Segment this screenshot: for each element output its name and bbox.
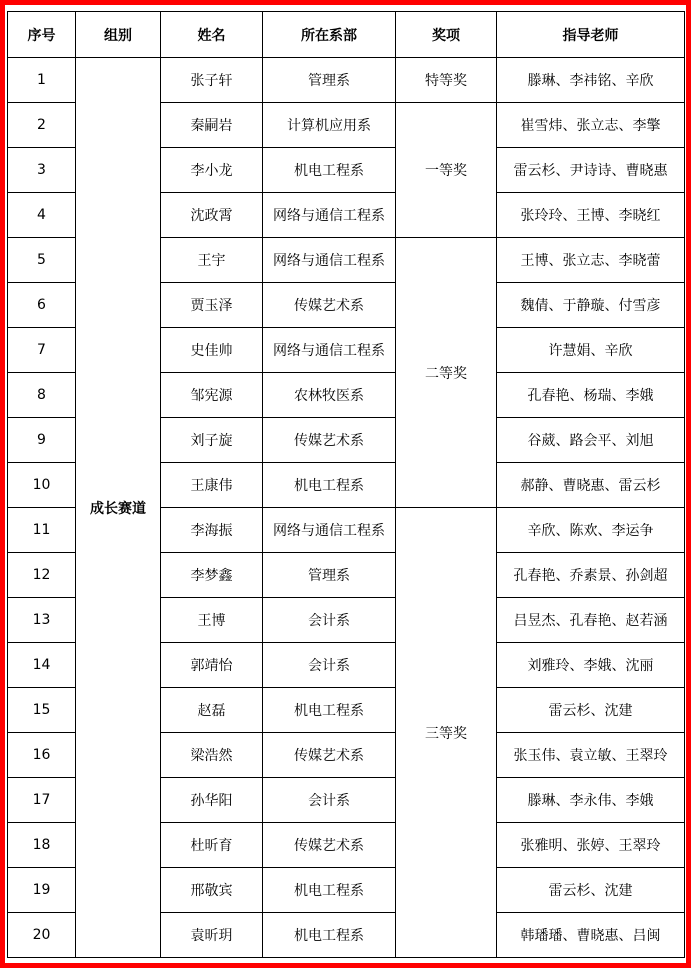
- advisors-cell: 郝静、曹晓惠、雷云杉: [497, 463, 685, 508]
- row-number-cell: 16: [8, 733, 76, 778]
- advisors-cell: 滕琳、李永伟、李娥: [497, 778, 685, 823]
- row-number-cell: 10: [8, 463, 76, 508]
- row-number-cell: 17: [8, 778, 76, 823]
- department-cell: 机电工程系: [263, 913, 396, 958]
- department-cell: 传媒艺术系: [263, 823, 396, 868]
- name-cell: 袁昕玥: [161, 913, 263, 958]
- advisors-cell: 王博、张立志、李晓蕾: [497, 238, 685, 283]
- department-cell: 传媒艺术系: [263, 733, 396, 778]
- row-number-cell: 14: [8, 643, 76, 688]
- department-cell: 网络与通信工程系: [263, 328, 396, 373]
- name-cell: 赵磊: [161, 688, 263, 733]
- award-cell: 一等奖: [396, 103, 497, 238]
- row-number-cell: 20: [8, 913, 76, 958]
- advisors-cell: 张玲玲、王博、李晓红: [497, 193, 685, 238]
- department-cell: 机电工程系: [263, 688, 396, 733]
- header-cell-dept: 所在系部: [263, 12, 396, 58]
- department-cell: 管理系: [263, 553, 396, 598]
- advisors-cell: 张玉伟、袁立敏、王翠玲: [497, 733, 685, 778]
- department-cell: 传媒艺术系: [263, 418, 396, 463]
- department-cell: 网络与通信工程系: [263, 238, 396, 283]
- header-cell-award: 奖项: [396, 12, 497, 58]
- department-cell: 网络与通信工程系: [263, 508, 396, 553]
- name-cell: 王宇: [161, 238, 263, 283]
- award-cell: 二等奖: [396, 238, 497, 508]
- row-number-cell: 19: [8, 868, 76, 913]
- name-cell: 梁浩然: [161, 733, 263, 778]
- row-number-cell: 15: [8, 688, 76, 733]
- award-cell: 特等奖: [396, 58, 497, 103]
- name-cell: 张子轩: [161, 58, 263, 103]
- name-cell: 邹宪源: [161, 373, 263, 418]
- advisors-cell: 滕琳、李祎铭、辛欣: [497, 58, 685, 103]
- advisors-cell: 吕昱杰、孔春艳、赵若涵: [497, 598, 685, 643]
- advisors-cell: 雷云杉、尹诗诗、曹晓惠: [497, 148, 685, 193]
- header-cell-advisors: 指导老师: [497, 12, 685, 58]
- department-cell: 机电工程系: [263, 868, 396, 913]
- table-row: [8, 58, 685, 103]
- department-cell: 计算机应用系: [263, 103, 396, 148]
- award-cell: 三等奖: [396, 508, 497, 958]
- advisors-cell: 辛欣、陈欢、李运争: [497, 508, 685, 553]
- header-cell-no: 序号: [8, 12, 76, 58]
- name-cell: 沈政霄: [161, 193, 263, 238]
- advisors-cell: 雷云杉、沈建: [497, 868, 685, 913]
- department-cell: 机电工程系: [263, 463, 396, 508]
- name-cell: 贾玉泽: [161, 283, 263, 328]
- department-cell: 网络与通信工程系: [263, 193, 396, 238]
- row-number-cell: 13: [8, 598, 76, 643]
- document-sheet: [5, 5, 686, 963]
- name-cell: 王博: [161, 598, 263, 643]
- header-cell-name: 姓名: [161, 12, 263, 58]
- name-cell: 李梦鑫: [161, 553, 263, 598]
- row-number-cell: 18: [8, 823, 76, 868]
- row-number-cell: 7: [8, 328, 76, 373]
- advisors-cell: 孔春艳、乔素景、孙剑超: [497, 553, 685, 598]
- row-number-cell: 4: [8, 193, 76, 238]
- name-cell: 刘子旋: [161, 418, 263, 463]
- row-number-cell: 12: [8, 553, 76, 598]
- advisors-cell: 谷葳、路会平、刘旭: [497, 418, 685, 463]
- advisors-cell: 刘雅玲、李娥、沈丽: [497, 643, 685, 688]
- advisors-cell: 张雅明、张婷、王翠玲: [497, 823, 685, 868]
- name-cell: 李海振: [161, 508, 263, 553]
- advisors-cell: 许慧娟、辛欣: [497, 328, 685, 373]
- name-cell: 秦嗣岩: [161, 103, 263, 148]
- name-cell: 史佳帅: [161, 328, 263, 373]
- department-cell: 会计系: [263, 778, 396, 823]
- name-cell: 邢敬宾: [161, 868, 263, 913]
- row-number-cell: 6: [8, 283, 76, 328]
- name-cell: 郭靖怡: [161, 643, 263, 688]
- advisors-cell: 崔雪炜、张立志、李擎: [497, 103, 685, 148]
- row-number-cell: 3: [8, 148, 76, 193]
- department-cell: 会计系: [263, 598, 396, 643]
- department-cell: 传媒艺术系: [263, 283, 396, 328]
- row-number-cell: 5: [8, 238, 76, 283]
- row-number-cell: 11: [8, 508, 76, 553]
- row-number-cell: 8: [8, 373, 76, 418]
- advisors-cell: 孔春艳、杨瑞、李娥: [497, 373, 685, 418]
- group-cell: 成长赛道: [76, 58, 161, 958]
- name-cell: 杜昕育: [161, 823, 263, 868]
- department-cell: 管理系: [263, 58, 396, 103]
- name-cell: 孙华阳: [161, 778, 263, 823]
- advisors-cell: 魏倩、于静璇、付雪彦: [497, 283, 685, 328]
- row-number-cell: 2: [8, 103, 76, 148]
- department-cell: 农林牧医系: [263, 373, 396, 418]
- row-number-cell: 1: [8, 58, 76, 103]
- department-cell: 机电工程系: [263, 148, 396, 193]
- row-number-cell: 9: [8, 418, 76, 463]
- header-cell-group: 组别: [76, 12, 161, 58]
- award-table: [7, 11, 685, 958]
- department-cell: 会计系: [263, 643, 396, 688]
- name-cell: 李小龙: [161, 148, 263, 193]
- advisors-cell: 雷云杉、沈建: [497, 688, 685, 733]
- header-row: [8, 12, 685, 58]
- advisors-cell: 韩璠璠、曹晓惠、吕闽: [497, 913, 685, 958]
- name-cell: 王康伟: [161, 463, 263, 508]
